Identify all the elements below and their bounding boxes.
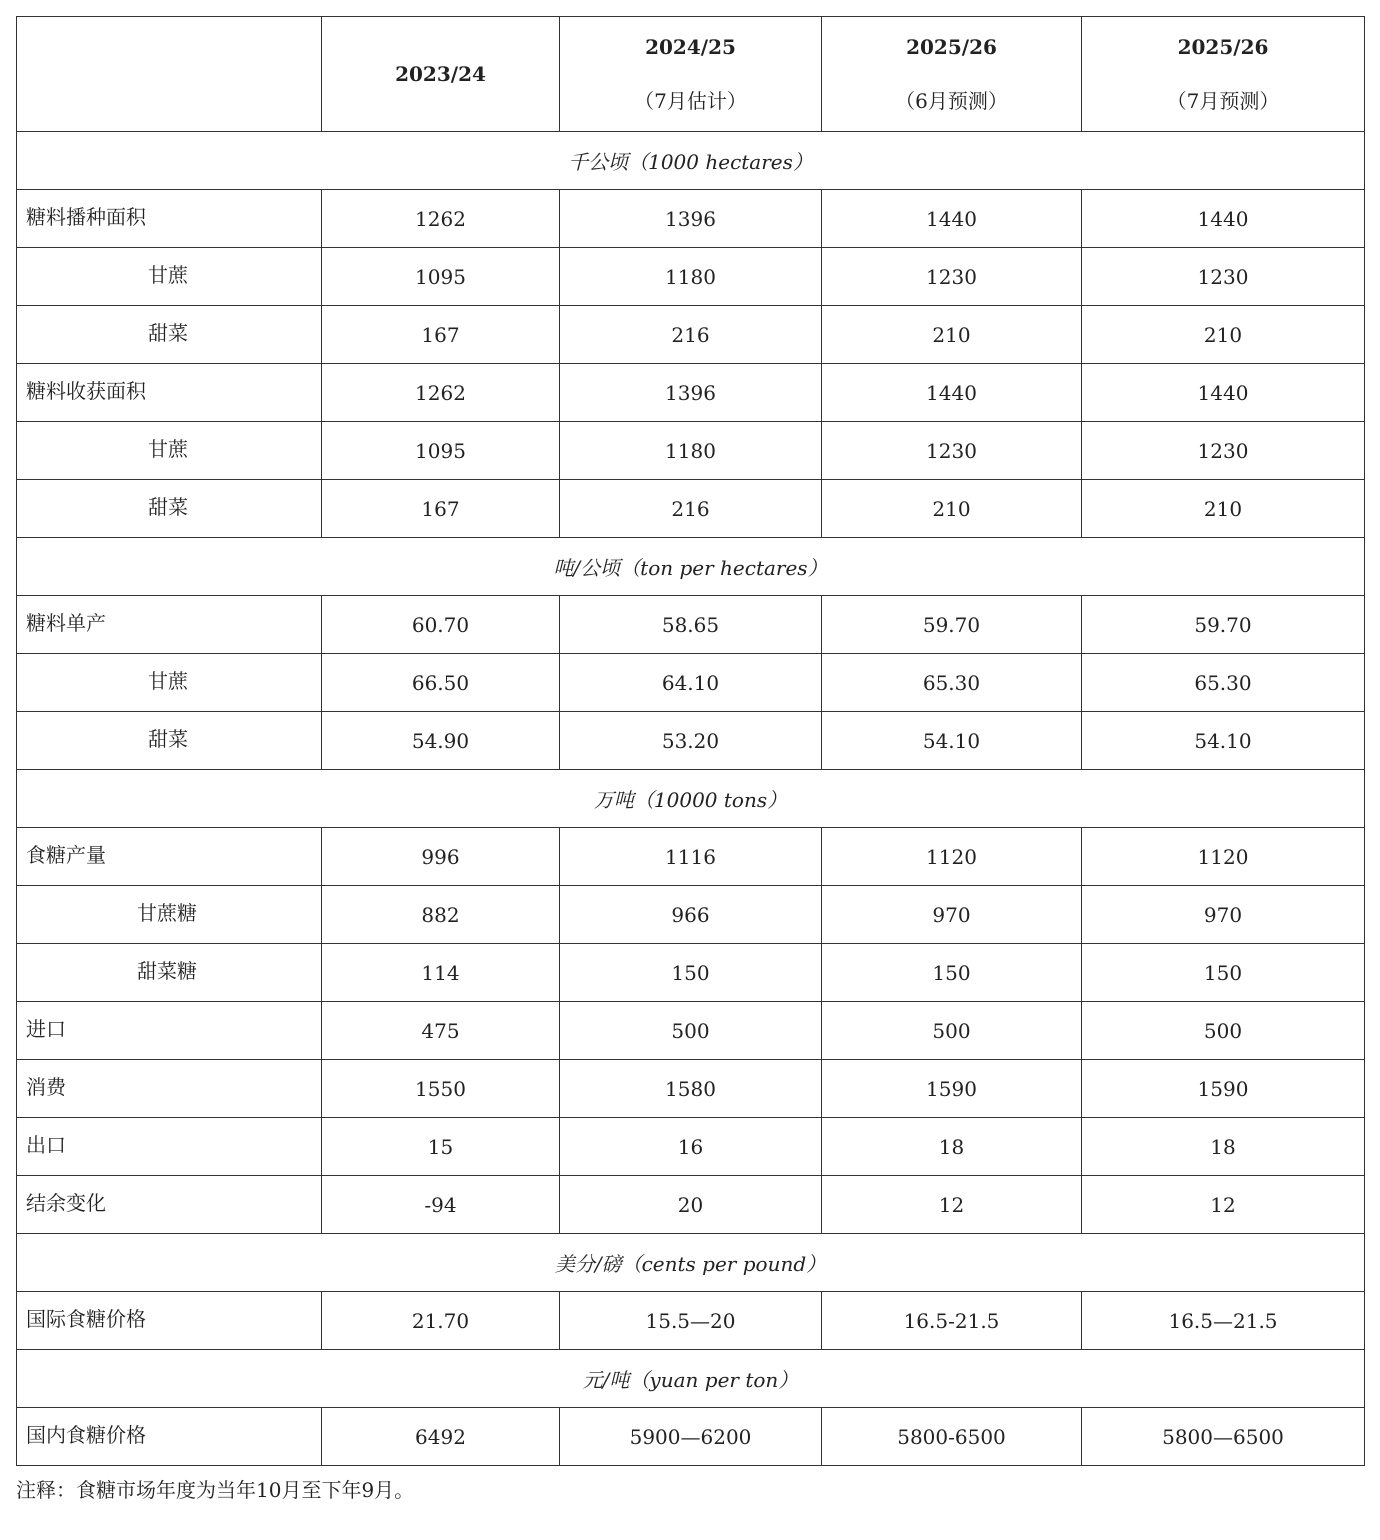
cell: 167 [322,306,560,364]
cell: 114 [322,944,560,1002]
cell: 1262 [322,190,560,248]
cell: 65.30 [822,654,1082,712]
table-row [17,654,1365,712]
header-2025-26-june [822,17,1082,132]
cell: 970 [822,886,1082,944]
table-row [17,1002,1365,1060]
unit-row [17,1234,1365,1292]
cell: 16 [560,1118,822,1176]
unit-row [17,770,1365,828]
cell: 1095 [322,422,560,480]
table-row [17,596,1365,654]
unit-row [17,132,1365,190]
cell: 210 [1082,480,1365,538]
cell: 15.5—20 [560,1292,822,1350]
header-row [17,17,1365,132]
table-row [17,1292,1365,1350]
table-row [17,828,1365,886]
cell: 12 [822,1176,1082,1234]
row-label: 食糖产量 [17,828,322,886]
cell: 1180 [560,422,822,480]
cell: 1180 [560,248,822,306]
header-sub: （6月预测） [895,89,1008,113]
table-row [17,712,1365,770]
cell: 210 [822,306,1082,364]
cell: 216 [560,480,822,538]
table-row [17,886,1365,944]
row-label: 国内食糖价格 [17,1408,322,1466]
table-row [17,422,1365,480]
header-2024-25 [560,17,822,132]
table-row [17,306,1365,364]
cell: 210 [822,480,1082,538]
footnote: 注释：食糖市场年度为当年10月至下年9月。 [16,1478,415,1502]
row-label: 甜菜 [17,480,322,538]
table-row [17,1118,1365,1176]
header-sub: （7月预测） [1166,89,1280,113]
cell: 53.20 [560,712,822,770]
cell: 882 [322,886,560,944]
cell: 475 [322,1002,560,1060]
cell: -94 [322,1176,560,1234]
cell: 1590 [822,1060,1082,1118]
table-row [17,1060,1365,1118]
row-label: 甜菜 [17,306,322,364]
cell: 5900—6200 [560,1408,822,1466]
cell: 1440 [822,190,1082,248]
table-row [17,190,1365,248]
table-row [17,1176,1365,1234]
row-label: 糖料播种面积 [17,190,322,248]
cell: 18 [822,1118,1082,1176]
cell: 970 [1082,886,1365,944]
unit-dom-price: 元/吨（yuan per ton） [17,1350,1365,1408]
cell: 210 [1082,306,1365,364]
cell: 150 [560,944,822,1002]
header-sub: （7月估计） [634,89,747,113]
row-label: 结余变化 [17,1176,322,1234]
table-row [17,248,1365,306]
cell: 150 [822,944,1082,1002]
cell: 64.10 [560,654,822,712]
cell: 54.10 [822,712,1082,770]
header-2023-24: 2023/24 [322,17,560,132]
row-label: 消费 [17,1060,322,1118]
cell: 18 [1082,1118,1365,1176]
cell: 966 [560,886,822,944]
table-row [17,364,1365,422]
cell: 59.70 [822,596,1082,654]
row-label: 甘蔗 [17,248,322,306]
cell: 60.70 [322,596,560,654]
table-row [17,1408,1365,1466]
unit-area: 千公顷（1000 hectares） [17,132,1365,190]
cell: 216 [560,306,822,364]
cell: 5800-6500 [822,1408,1082,1466]
row-label: 糖料收获面积 [17,364,322,422]
cell: 16.5-21.5 [822,1292,1082,1350]
row-label: 甜菜 [17,712,322,770]
cell: 1116 [560,828,822,886]
sugar-balance-sheet [16,16,1364,1503]
row-label: 进口 [17,1002,322,1060]
cell: 1095 [322,248,560,306]
cell: 16.5—21.5 [1082,1292,1365,1350]
cell: 54.90 [322,712,560,770]
cell: 1550 [322,1060,560,1118]
cell: 20 [560,1176,822,1234]
row-label: 糖料单产 [17,596,322,654]
cell: 500 [560,1002,822,1060]
cell: 15 [322,1118,560,1176]
cell: 1230 [822,248,1082,306]
unit-yield: 吨/公顷（ton per hectares） [17,538,1365,596]
cell: 1230 [1082,422,1365,480]
cell: 1120 [1082,828,1365,886]
cell: 500 [1082,1002,1365,1060]
sugar-table [16,16,1365,1466]
cell: 6492 [322,1408,560,1466]
cell: 167 [322,480,560,538]
row-label: 甘蔗 [17,422,322,480]
unit-row [17,538,1365,596]
row-label: 出口 [17,1118,322,1176]
cell: 996 [322,828,560,886]
cell: 1262 [322,364,560,422]
row-label: 甘蔗糖 [17,886,322,944]
cell: 1230 [1082,248,1365,306]
header-year: 2025/26 [1177,35,1269,59]
table-row [17,944,1365,1002]
cell: 21.70 [322,1292,560,1350]
unit-row [17,1350,1365,1408]
cell: 1440 [822,364,1082,422]
cell: 66.50 [322,654,560,712]
cell: 150 [1082,944,1365,1002]
header-year: 2025/26 [906,35,997,59]
cell: 1396 [560,364,822,422]
row-label: 国际食糖价格 [17,1292,322,1350]
header-year: 2024/25 [645,35,736,59]
cell: 5800—6500 [1082,1408,1365,1466]
row-label: 甘蔗 [17,654,322,712]
header-empty [17,17,322,132]
cell: 65.30 [1082,654,1365,712]
row-label: 甜菜糖 [17,944,322,1002]
header-2025-26-july [1082,17,1365,132]
cell: 1590 [1082,1060,1365,1118]
unit-intl-price: 美分/磅（cents per pound） [17,1234,1365,1292]
cell: 1440 [1082,190,1365,248]
cell: 1580 [560,1060,822,1118]
table-row [17,480,1365,538]
cell: 54.10 [1082,712,1365,770]
cell: 1396 [560,190,822,248]
cell: 1440 [1082,364,1365,422]
cell: 1230 [822,422,1082,480]
cell: 500 [822,1002,1082,1060]
cell: 12 [1082,1176,1365,1234]
unit-tons: 万吨（10000 tons） [17,770,1365,828]
cell: 58.65 [560,596,822,654]
cell: 1120 [822,828,1082,886]
cell: 59.70 [1082,596,1365,654]
